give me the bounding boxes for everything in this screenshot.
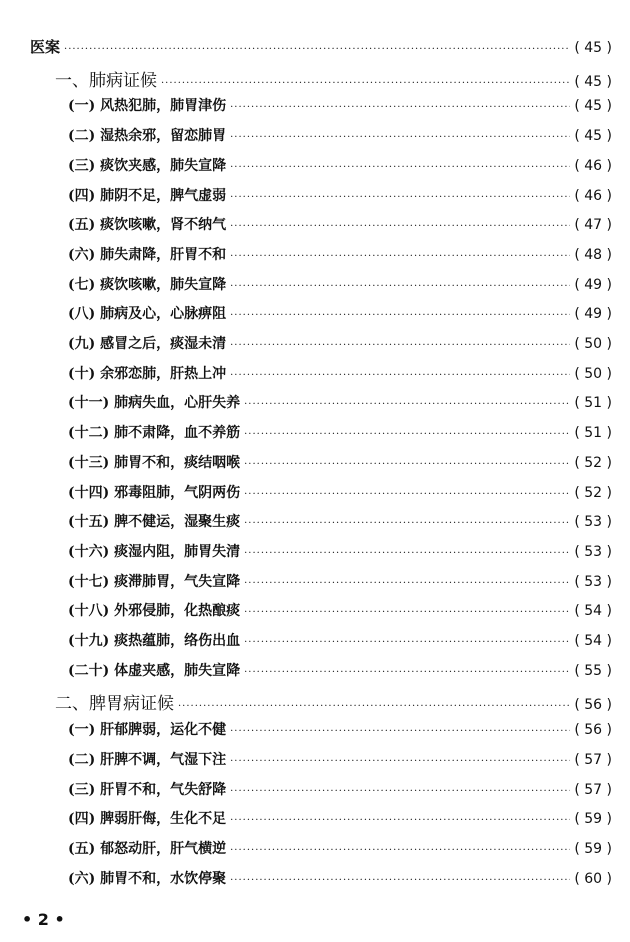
toc-entry-page: ( 45 ) [574,40,612,56]
toc-entry-title: 一、肺病证候 [55,70,157,91]
toc-entry [68,868,612,888]
toc-entry-title: 二、脾胃病证候 [55,694,174,715]
toc-entry-title: 医案 [30,38,61,56]
toc-leader-dots [230,875,570,886]
toc-entry-page: ( 57 ) [574,781,612,798]
toc-leader-dots [244,429,570,440]
toc-entry-page: ( 54 ) [574,603,612,620]
toc-entry-page: ( 59 ) [574,811,612,828]
toc-entry [68,422,612,442]
toc-entry-page: ( 52 ) [574,484,612,501]
toc-leader-dots [230,845,570,856]
toc-entry-page: ( 54 ) [574,633,612,649]
toc-entry-page: ( 46 ) [574,187,612,204]
toc-entry-title: (三) 痰饮夹感，肺失宣降 [68,157,227,174]
toc-entry [68,749,612,769]
toc-entry-page: ( 49 ) [574,276,612,293]
toc-entry [68,392,612,412]
toc-entry-title: (十) 余邪恋肺，肝热上冲 [68,365,227,382]
toc-entry-title: (四) 脾弱肝侮，生化不足 [68,811,227,828]
toc-entry-title: (十八) 外邪侵肺，化热酿痰 [68,603,241,620]
toc-entry-title: (四) 肺阴不足，脾气虚弱 [68,187,227,204]
toc-entry-page: ( 45 ) [574,73,612,90]
toc-entry [68,630,612,650]
toc-entry-title: (二) 肝脾不调，气湿下注 [68,751,227,768]
toc-entry-title: (十三) 肺胃不和，痰结咽喉 [68,454,241,471]
toc-entry-page: ( 45 ) [574,98,612,115]
toc-entry-page: ( 59 ) [574,840,612,857]
toc-entry-title: (十五) 脾不健运，湿聚生痰 [68,514,241,531]
toc-entry [68,571,612,591]
toc-leader-dots [230,726,570,737]
toc-leader-dots [230,815,570,826]
toc-entry [68,452,612,472]
toc-entry [68,155,612,175]
toc-entry-title: (十一) 肺病失血，心肝失养 [68,395,241,412]
toc-entry [68,779,612,799]
toc-entry-title: (八) 肺病及心，心脉痹阻 [68,306,227,323]
toc-leader-dots [230,102,570,113]
toc-leader-dots [230,221,570,232]
toc-leader-dots [230,162,570,173]
toc-leader-dots [230,756,570,767]
toc-entry-page: ( 45 ) [574,128,612,145]
page-number: • 2 • [22,910,65,929]
toc-entry [55,66,612,91]
toc-entry [68,333,612,353]
toc-entry-page: ( 57 ) [574,751,612,768]
toc-leader-dots [244,578,570,589]
toc-leader-dots [230,132,570,143]
toc-leader-dots [230,786,570,797]
toc-leader-dots [244,667,570,678]
toc-entry [68,95,612,115]
toc-entry [68,600,612,620]
toc-entry-page: ( 53 ) [574,573,612,590]
toc-entry-title: (十四) 邪毒阻肺，气阴两伤 [68,484,241,501]
toc-entry [68,214,612,234]
toc-leader-dots [64,44,570,55]
toc-leader-dots [230,251,570,262]
toc-entry-title: (五) 郁怒动肝，肝气横逆 [68,840,227,857]
toc-entry-page: ( 56 ) [574,722,612,739]
toc-entry-title: (三) 肝胃不和，气失舒降 [68,781,227,798]
toc-leader-dots [230,340,570,351]
toc-entry-page: ( 50 ) [574,365,612,382]
toc-leader-dots [244,548,570,559]
toc-entry [68,511,612,531]
toc-entry-page: ( 51 ) [574,425,612,442]
toc-entry [68,274,612,294]
toc-entry-title: (一) 风热犯肺，肺胃津伤 [68,98,227,115]
toc-entry [55,689,612,714]
toc-entry-title: (十二) 肺不肃降，血不养筋 [68,425,241,442]
toc-entry [68,363,612,383]
toc-entry-title: (二) 湿热余邪，留恋肺胃 [68,128,227,145]
toc-entry-title: (五) 痰饮咳嗽，肾不纳气 [68,217,227,234]
toc-entry-title: (十九) 痰热蕴肺，络伤出血 [68,633,241,649]
toc-leader-dots [244,399,570,410]
toc-entry [68,125,612,145]
toc-entry-page: ( 52 ) [574,454,612,471]
toc-entry [68,838,612,858]
toc-entry-title: (九) 感冒之后，痰湿未清 [68,336,227,352]
toc-entry [68,303,612,323]
toc-leader-dots [244,459,570,470]
toc-entry-page: ( 53 ) [574,514,612,531]
toc-entry-page: ( 50 ) [574,336,612,352]
toc-entry-page: ( 51 ) [574,395,612,412]
toc-entry-page: ( 55 ) [574,662,612,679]
toc-entry [30,36,612,57]
toc-entry-title: (一) 肝郁脾弱，运化不健 [68,722,227,739]
toc-entry-page: ( 46 ) [574,157,612,174]
toc-leader-dots [230,370,570,381]
toc-entry-page: ( 47 ) [574,217,612,234]
toc-entry-title: (十六) 痰湿内阻，肺胃失清 [68,543,241,560]
toc-entry [68,719,612,739]
toc-entry-page: ( 48 ) [574,246,612,263]
toc-leader-dots [161,78,570,89]
toc-entry [68,244,612,264]
toc-leader-dots [230,281,570,292]
toc-entry-title: (十七) 痰滞肺胃，气失宣降 [68,573,241,590]
toc-entry-title: (七) 痰饮咳嗽，肺失宣降 [68,276,227,293]
toc-leader-dots [230,192,570,203]
toc-entry-page: ( 49 ) [574,306,612,323]
toc-entry [68,541,612,561]
toc-entry [68,808,612,828]
toc-leader-dots [244,637,570,648]
toc-entry [68,185,612,205]
toc-leader-dots [244,607,570,618]
toc-entry [68,482,612,502]
toc-entry-page: ( 60 ) [574,870,612,887]
toc-entry-page: ( 53 ) [574,543,612,560]
toc-entry [68,660,612,680]
toc-entry-title: (六) 肺失肃降，肝胃不和 [68,246,227,263]
toc-leader-dots [230,310,570,321]
toc-leader-dots [244,489,570,500]
toc-entry-page: ( 56 ) [574,697,612,714]
toc-entry-title: (六) 肺胃不和，水饮停聚 [68,870,227,887]
toc-leader-dots [178,701,570,712]
toc-leader-dots [244,518,570,529]
toc-entry-title: (二十) 体虚夹感，肺失宣降 [68,662,241,679]
